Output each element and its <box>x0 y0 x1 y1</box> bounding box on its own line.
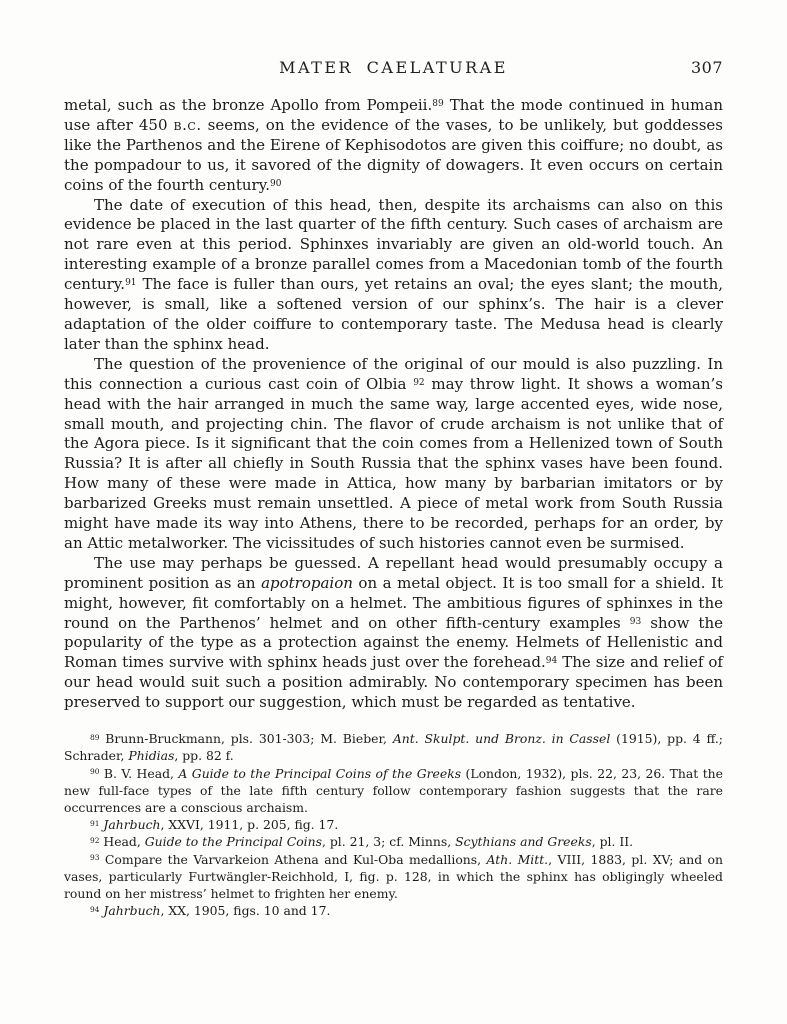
text-run: , pp. 82 f. <box>174 748 234 764</box>
text-run: That the mode continued in human use after 450 <box>64 96 724 134</box>
italic-text: Ath. Mitt. <box>486 851 549 867</box>
footnote-ref: 94 <box>545 656 558 667</box>
text-run: The size and relief of our head would suit such a position admirably. No contemporary specimen has been preserved to support our suggestion, which must be regarded as tentative. <box>64 653 723 712</box>
italic-text: Phidias <box>128 748 175 764</box>
running-title: MATER CAELATURAE <box>279 58 508 77</box>
italic-text: Jahrbuch <box>103 903 161 919</box>
paragraph <box>64 355 723 554</box>
page-number: 307 <box>690 58 723 77</box>
footnote-ref: 90 <box>269 178 282 189</box>
text-run: Head, <box>99 834 145 850</box>
paragraph <box>64 554 723 713</box>
footnote-ref: 91 <box>125 278 137 289</box>
text-run: metal, such as the bronze Apollo from Pompeii. <box>64 96 433 114</box>
text-run: The use may perhaps be guessed. A repellant head would presumably occupy a prominent position as an <box>64 553 723 592</box>
page-header <box>64 58 723 82</box>
text-run: The face is fuller than ours, yet retains an oval; the eyes slant; the mouth, however, is small, like a softened version of our sphinx’s. The hair is a clever adaptation of the older coiffure to contemporary taste. The Medusa head is clearly later than the sphinx head. <box>64 275 723 353</box>
footnote <box>64 902 723 919</box>
text-run: (London, 1932), pls. 22, 23, 26. That the new full-face types of the late fifth century follow contemporary fashion suggests that the rare occurrences are a conscious archaism. <box>64 765 723 815</box>
footnote-number: 90 <box>90 767 100 777</box>
text-run: , pl. 21, 3; cf. Minns, <box>321 834 456 850</box>
footnote-number: 91 <box>90 818 100 828</box>
paragraph <box>64 96 723 196</box>
italic-text: Scythians and Greeks <box>455 834 592 850</box>
text-run: on a metal object. It is too small for a shield. It might, however, fit comfortably on a helmet. The ambitious figures of sphinxes in the round on the Parthenos’ helmet and on other fifth-century examples <box>64 573 723 632</box>
footnote <box>64 765 723 817</box>
text-run: show the popularity of the type as a protection against the enemy. Helmets of Hellenistic and Roman times survive with sphinx heads just over the forehead. <box>64 613 723 672</box>
text-run: , XXVI, 1911, p. 205, fig. 17. <box>160 817 339 833</box>
text-run: B. V. Head, <box>99 765 179 781</box>
italic-text: Guide to the Principal Coins <box>144 834 322 850</box>
text-run: Brunn-Bruckmann, pls. 301-303; M. Bieber, <box>99 731 393 747</box>
footnote <box>64 833 723 850</box>
text-run: (1915), pp. 4 ff.; Schrader, <box>64 731 723 764</box>
footnote <box>64 816 723 833</box>
footnote <box>64 730 723 764</box>
footnote <box>64 851 723 903</box>
italic-text: A Guide to the Principal Coins of the Greeks <box>178 765 462 781</box>
footnote-number: 93 <box>90 853 100 863</box>
text-run: Compare the Varvarkeion Athena and Kul-Oba medallions, <box>99 851 487 867</box>
italic-text: apotropaion <box>261 573 353 592</box>
text-run: may throw light. It shows a woman’s head with the hair arranged in much the same way, large accented eyes, wide nose, small mouth, and projecting chin. The flavor of crude archaism is not unlike that of the Agora piece. Is it significant that the coin comes from a Hellenized town of South Russia? It is after all chiefly in South Russia that the sphinx vases have been found. How many of these were made in Attica, how many by barbarian imitators or by barbarized Greeks must remain unsettled. A piece of metal work from South Russia might have made its way into Athens, there to be recorded, perhaps for an order, by an Attic metalworker. The vicissitudes of such histories cannot even be surmised. <box>64 374 723 552</box>
footnote-ref: 89 <box>432 98 444 109</box>
footnote-ref: 93 <box>629 616 642 627</box>
text-run: The date of execution of this head, then, despite its archaisms can also on this evidence be placed in the last quarter of the fifth century. Such cases of archaism are not rare even at this period. Sphinxes invariably are given an old-world touch. An interesting example of a bronze parallel comes from a Macedonian tomb of the fourth century. <box>64 195 723 294</box>
small-caps-text: b.c. <box>173 115 202 134</box>
text-run: , pl. II. <box>591 834 634 850</box>
footnote-number: 89 <box>90 732 100 742</box>
footnote-ref: 92 <box>413 377 425 388</box>
text-run: , VIII, 1883, pl. XV; and on vases, particularly Furtwängler-Reichhold, I, fig. p. 128, in which the sphinx has obligingly wheeled round on her mistress’ helmet to frighten her enemy. <box>64 851 724 901</box>
footnote-number: 92 <box>90 835 100 845</box>
italic-text: Ant. Skulpt. und Bronz. in Cassel <box>392 731 611 747</box>
paragraph <box>64 196 723 355</box>
footnotes <box>64 730 723 919</box>
text-run: seems, on the evidence of the vases, to be unlikely, but goddesses like the Parthenos and the Eirene of Kephisodotos are given this coiffure; no doubt, as the pompadour to us, it savored of the dignity of dowagers. It even occurs on certain coins of the fourth century. <box>64 115 723 194</box>
body-text <box>64 96 723 713</box>
italic-text: Jahrbuch <box>103 817 161 833</box>
text-run: , XX, 1905, figs. 10 and 17. <box>160 903 331 919</box>
text-run: The question of the provenience of the original of our mould is also puzzling. In this connection a curious cast coin of Olbia <box>64 354 723 393</box>
footnote-number: 94 <box>90 904 100 914</box>
